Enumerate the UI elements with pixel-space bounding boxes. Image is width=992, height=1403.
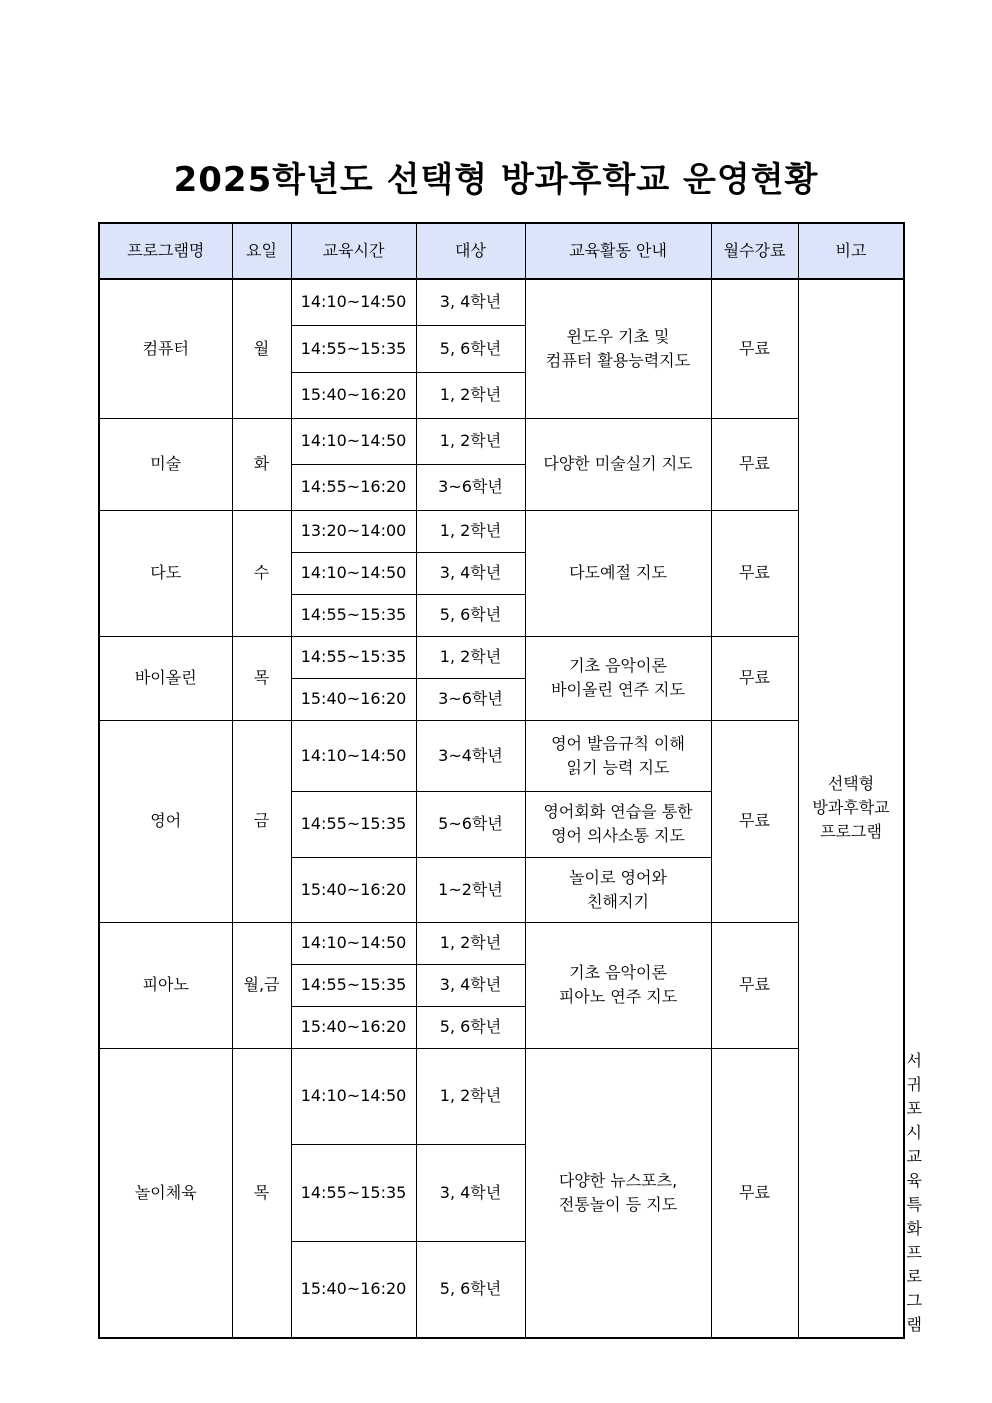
- header-target: 대상: [416, 223, 525, 279]
- program-name-cell: 놀이체육: [99, 1048, 232, 1338]
- program-description-cell: 다양한 뉴스포츠, 전통놀이 등 지도: [525, 1048, 711, 1338]
- table-row: [99, 510, 904, 552]
- session-target-cell: 3~4학년: [416, 720, 525, 791]
- page-title: 2025학년도 선택형 방과후학교 운영현황: [173, 160, 819, 200]
- session-time-cell: 14:10~14:50: [291, 279, 416, 325]
- program-description-cell: 기초 음악이론 바이올린 연주 지도: [525, 636, 711, 720]
- program-name-cell: 피아노: [99, 922, 232, 1048]
- session-time-cell: 14:10~14:50: [291, 552, 416, 594]
- program-description-cell: 기초 음악이론 피아노 연주 지도: [525, 922, 711, 1048]
- program-description-cell: 다양한 미술실기 지도: [525, 418, 711, 510]
- session-target-cell: 3~6학년: [416, 464, 525, 510]
- session-time-cell: 15:40~16:20: [291, 678, 416, 720]
- program-name-cell: 다도: [99, 510, 232, 636]
- session-time-cell: 15:40~16:20: [291, 1006, 416, 1048]
- session-time-cell: 14:55~15:35: [291, 325, 416, 372]
- program-day-cell: 목: [232, 1048, 291, 1338]
- header-time: 교육시간: [291, 223, 416, 279]
- session-target-cell: 3, 4학년: [416, 552, 525, 594]
- header-description: 교육활동 안내: [525, 223, 711, 279]
- program-fee-cell: 무료: [711, 720, 798, 922]
- session-target-cell: 1, 2학년: [416, 372, 525, 418]
- session-time-cell: 14:10~14:50: [291, 720, 416, 791]
- program-fee-cell: 무료: [711, 279, 798, 418]
- table-row: [99, 418, 904, 464]
- program-fee-cell: 무료: [711, 1048, 798, 1338]
- session-time-cell: 14:55~15:35: [291, 1145, 416, 1242]
- program-day-cell: 월: [232, 279, 291, 418]
- program-fee-cell: 무료: [711, 510, 798, 636]
- session-description-cell: 영어 발음규칙 이해 읽기 능력 지도: [525, 720, 711, 791]
- program-day-cell: 목: [232, 636, 291, 720]
- session-time-cell: 14:55~15:35: [291, 594, 416, 636]
- program-name-cell: 미술: [99, 418, 232, 510]
- program-schedule-table: [98, 222, 922, 1339]
- program-name-cell: 영어: [99, 720, 232, 922]
- session-target-cell: 5, 6학년: [416, 325, 525, 372]
- session-target-cell: 1, 2학년: [416, 418, 525, 464]
- session-description-cell: 영어회화 연습을 통한 영어 의사소통 지도: [525, 791, 711, 857]
- session-target-cell: 5, 6학년: [416, 594, 525, 636]
- session-target-cell: 3, 4학년: [416, 279, 525, 325]
- table-row: [99, 922, 904, 964]
- program-day-cell: 금: [232, 720, 291, 922]
- session-target-cell: 3, 4학년: [416, 964, 525, 1006]
- table-row: 놀이체육 목 14:10~14:50 1, 2학년 다양한 뉴스포츠, 전통놀이 등 지도 무료 서귀포시 교육특화 프로그램: [99, 1048, 904, 1145]
- header-row: [99, 223, 904, 279]
- session-target-cell: 1, 2학년: [416, 922, 525, 964]
- session-target-cell: 3, 4학년: [416, 1145, 525, 1242]
- session-target-cell: 5, 6학년: [416, 1006, 525, 1048]
- header-day: 요일: [232, 223, 291, 279]
- note-selective-cell: 선택형 방과후학교 프로그램: [798, 279, 904, 1338]
- program-description-cell: 다도예절 지도: [525, 510, 711, 636]
- header-monthly-fee: 월수강료: [711, 223, 798, 279]
- program-fee-cell: 무료: [711, 922, 798, 1048]
- program-day-cell: 화: [232, 418, 291, 510]
- session-target-cell: 1, 2학년: [416, 510, 525, 552]
- session-target-cell: 5, 6학년: [416, 1241, 525, 1338]
- program-name-cell: 바이올린: [99, 636, 232, 720]
- header-note: 비고: [798, 223, 904, 279]
- program-day-cell: 수: [232, 510, 291, 636]
- table-row: [99, 636, 904, 678]
- table-row: [99, 279, 904, 325]
- session-time-cell: 14:55~15:35: [291, 791, 416, 857]
- session-description-cell: 놀이로 영어와 친해지기: [525, 857, 711, 922]
- session-time-cell: 15:40~16:20: [291, 857, 416, 922]
- session-target-cell: 1~2학년: [416, 857, 525, 922]
- session-time-cell: 13:20~14:00: [291, 510, 416, 552]
- session-time-cell: 14:55~15:35: [291, 636, 416, 678]
- session-time-cell: 14:10~14:50: [291, 418, 416, 464]
- header-program-name: 프로그램명: [99, 223, 232, 279]
- session-time-cell: 14:10~14:50: [291, 922, 416, 964]
- session-time-cell: 15:40~16:20: [291, 1241, 416, 1338]
- session-time-cell: 14:55~16:20: [291, 464, 416, 510]
- program-fee-cell: 무료: [711, 418, 798, 510]
- program-day-cell: 월,금: [232, 922, 291, 1048]
- program-name-cell: 컴퓨터: [99, 279, 232, 418]
- session-time-cell: 14:10~14:50: [291, 1048, 416, 1145]
- session-time-cell: 15:40~16:20: [291, 372, 416, 418]
- session-target-cell: 1, 2학년: [416, 1048, 525, 1145]
- program-description-cell: 윈도우 기초 및 컴퓨터 활용능력지도: [525, 279, 711, 418]
- session-time-cell: 14:55~15:35: [291, 964, 416, 1006]
- table-row: [99, 720, 904, 791]
- session-target-cell: 1, 2학년: [416, 636, 525, 678]
- session-target-cell: 3~6학년: [416, 678, 525, 720]
- program-fee-cell: 무료: [711, 636, 798, 720]
- session-target-cell: 5~6학년: [416, 791, 525, 857]
